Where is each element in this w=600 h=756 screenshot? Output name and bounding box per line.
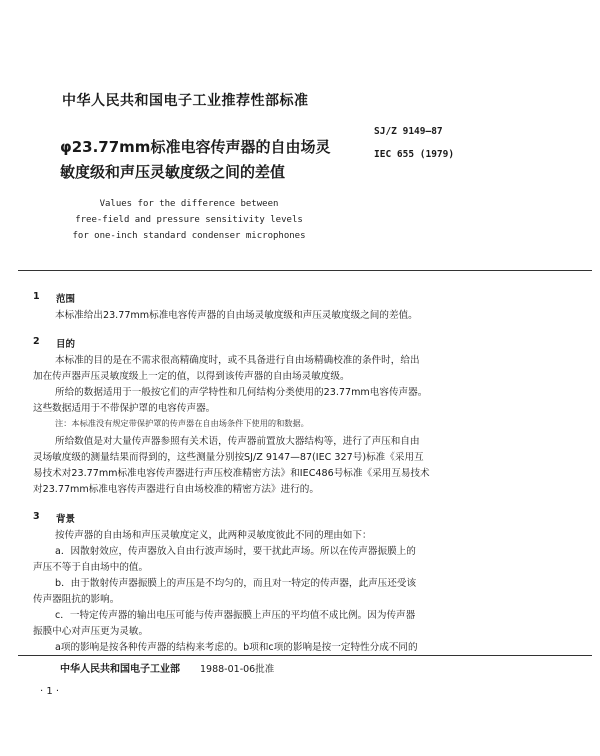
- section-2-p3-line-3: 易技术对23.77mm标准电容传声器进行声压校准精密方法》和IEC486号标准《采用互易技术: [33, 468, 430, 479]
- section-3-intro: 按传声器的自由场和声压灵敏度定义，此两种灵敏度彼此不同的理由如下：: [55, 530, 372, 541]
- header-divider: [18, 270, 592, 271]
- title-en-line-2: free-field and pressure sensitivity levels: [75, 215, 303, 225]
- title-en-line-3: for one-inch standard condenser microphones: [72, 231, 306, 241]
- title-zh-line-1: φ23.77mm标准电容传声器的自由场灵: [60, 138, 331, 156]
- section-3-item-b-line-2: 传声器阻抗的影响。: [33, 594, 120, 605]
- section-3-item-a-line-2: 声压不等于自由场中的值。: [33, 562, 149, 573]
- section-2-title: 目的: [56, 339, 76, 350]
- section-3-item-c-line-1: c．一特定传声器的输出电压可能与传声器振膜上声压的平均值不成比例。因为传声器: [55, 610, 416, 621]
- section-1-title: 范围: [56, 294, 76, 305]
- iec-code: IEC 655 (1979): [374, 149, 455, 160]
- approval-date: 1988-01-06批准: [200, 664, 275, 675]
- section-2-p1-line-1: 本标准的目的是在不需求很高精确度时，或不具备进行自由场精确校准的条件时，给出: [55, 355, 420, 366]
- title-zh-line-2: 敏度级和声压灵敏度级之间的差值: [60, 163, 286, 181]
- section-3-title: 背景: [56, 514, 76, 525]
- section-3-item-c-line-2: 振膜中心对声压更为灵敏。: [33, 626, 149, 637]
- section-2-p2-line-2: 这些数据适用于不带保护罩的电容传声器。: [33, 403, 216, 414]
- page-number: · 1 ·: [40, 686, 60, 697]
- section-3-item-a-line-1: a．因散射效应，传声器放入自由行波声场时，要干扰此声场。所以在传声器振膜上的: [55, 546, 416, 557]
- section-2-number: 2: [33, 336, 40, 347]
- section-1-paragraph: 本标准给出23.77mm标准电容传声器的自由场灵敏度级和声压灵敏度级之间的差值。: [55, 310, 418, 321]
- section-3-number: 3: [33, 511, 40, 522]
- section-2-note: 注：本标准没有规定带保护罩的传声器在自由场条件下使用的和数据。: [55, 418, 309, 428]
- issuing-authority-title: 中华人民共和国电子工业推荐性部标准: [62, 93, 309, 109]
- section-1-number: 1: [33, 291, 40, 302]
- title-en-line-1: Values for the difference between: [99, 199, 279, 209]
- section-2-p3-line-4: 对23.77mm标准电容传声器进行自由场校准的精密方法》进行的。: [33, 484, 319, 495]
- footer-divider: [18, 655, 592, 656]
- section-2-p1-line-2: 加在传声器声压灵敏度级上一定的值，以得到该传声器的自由场灵敏度级。: [33, 371, 350, 382]
- footer-authority: 中华人民共和国电子工业部: [60, 664, 180, 675]
- standard-code: SJ/Z 9149—87: [374, 126, 443, 137]
- section-3-item-b-line-1: b．由于散射传声器振膜上的声压是不均匀的，而且对一特定的传声器，此声压还受该: [55, 578, 417, 589]
- section-2-p2-line-1: 所给的数据适用于一般按它们的声学特性和几何结构分类使用的23.77mm电容传声器。: [55, 387, 428, 398]
- section-2-p3-line-1: 所给数值是对大量传声器参照有关术语，传声器前置放大器结构等，进行了声压和自由: [55, 436, 420, 447]
- section-2-p3-line-2: 灵场敏度级的测量结果而得到的，这些测量分别按SJ/Z 9147—87(IEC 327号)标准《采用互: [33, 452, 424, 463]
- section-3-last-line: a项的影响是按各种传声器的结构来考虑的。b项和c项的影响是按一定特性分成不同的: [55, 642, 418, 653]
